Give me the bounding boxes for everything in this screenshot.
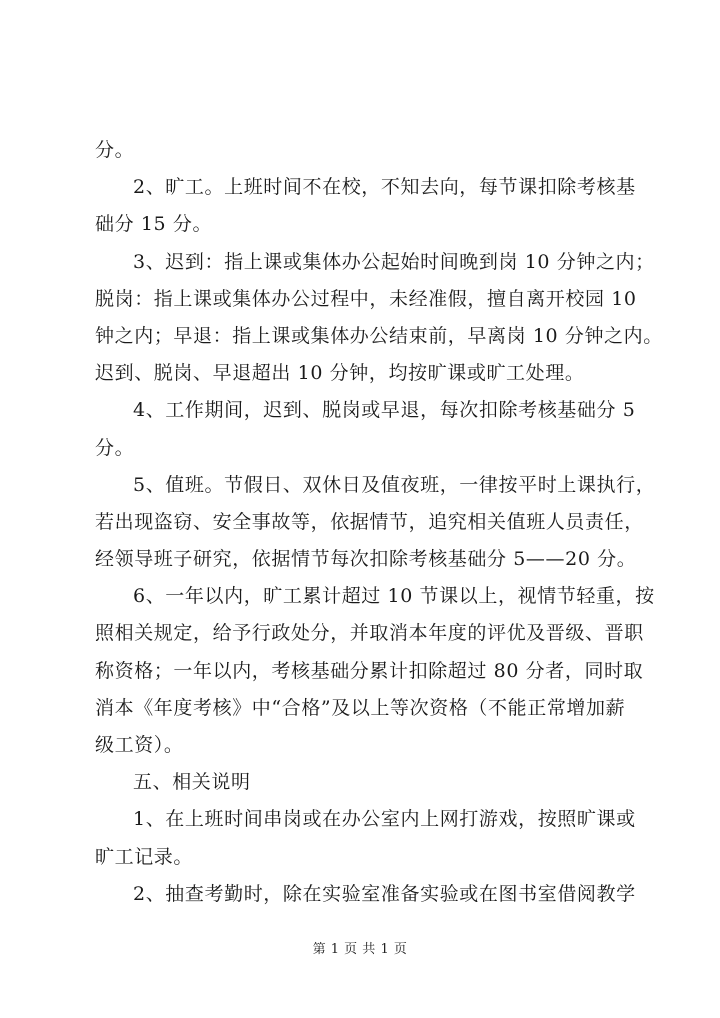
text-line: 5、值班。节假日、双休日及值夜班，一律按平时上课执行， xyxy=(133,473,656,496)
text-line: 1、在上班时间串岗或在办公室内上网打游戏，按照旷课或 xyxy=(133,808,636,831)
text-line: 若出现盗窃、安全事故等，依据情节，追究相关值班人员责任， xyxy=(95,510,644,533)
text-line: 钟之内；早退：指上课或集体办公结束前，早离岗 10 分钟之内。 xyxy=(95,324,663,347)
text-line: 3、迟到：指上课或集体办公起始时间晚到岗 10 分钟之内； xyxy=(133,250,655,273)
text-line: 脱岗：指上课或集体办公过程中，未经准假，擅自离开校园 10 xyxy=(95,287,637,310)
text-line: 分。 xyxy=(95,139,135,161)
text-line: 经领导班子研究，依据情节每次扣除考核基础分 5——20 分。 xyxy=(95,548,637,571)
text-line: 迟到、脱岗、早退超出 10 分钟，均按旷课或旷工处理。 xyxy=(95,362,585,385)
text-line: 旷工记录。 xyxy=(95,845,194,868)
text-line: 6、一年以内，旷工累计超过 10 节课以上，视情节轻重，按 xyxy=(133,585,655,608)
page-footer: 第 1 页 共 1 页 xyxy=(312,942,408,957)
body-text xyxy=(95,132,663,913)
text-line: 五、相关说明 xyxy=(133,771,251,794)
text-line: 2、抽查考勤时，除在实验室准备实验或在图书室借阅教学 xyxy=(133,882,636,905)
text-line: 分。 xyxy=(95,436,135,459)
text-line: 称资格；一年以内，考核基础分累计扣除超过 80 分者，同时取 xyxy=(95,659,644,682)
text-line: 照相关规定，给予行政处分，并取消本年度的评优及晋级、晋职 xyxy=(95,622,644,645)
text-line: 4、工作期间，迟到、脱岗或早退，每次扣除考核基础分 5 xyxy=(133,399,636,422)
text-line: 础分 15 分。 xyxy=(95,213,213,236)
text-line: 消本《年度考核》中“合格”及以上等次资格（不能正常增加薪 xyxy=(95,696,626,719)
text-line: 级工资）。 xyxy=(95,734,184,756)
text-line: 2、旷工。上班时间不在校，不知去向，每节课扣除考核基 xyxy=(133,176,636,199)
